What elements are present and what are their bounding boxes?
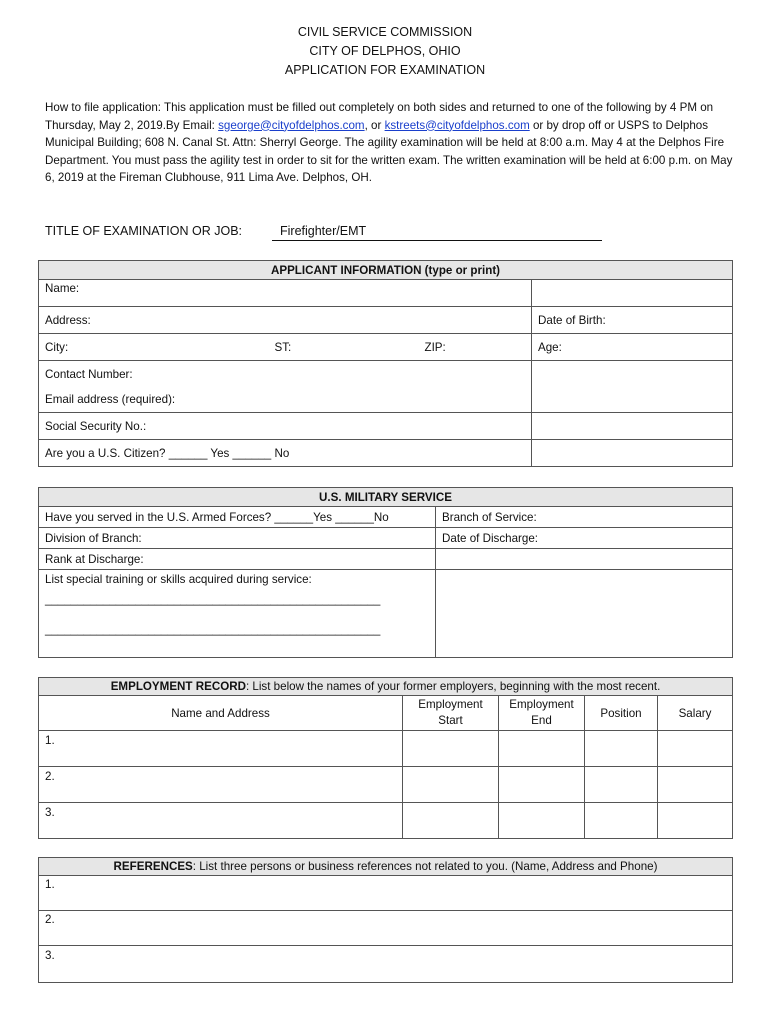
- training-line-2: ____________________________________________________: [45, 623, 381, 636]
- contact-side-cell: [532, 361, 733, 413]
- training-field[interactable]: [39, 570, 436, 658]
- applicant-info-table: [38, 260, 733, 467]
- instructions-text-1: How to file application: This application must be filled out completely on both sides and returned to one of the following by 4 PM on Thursday, May 2, 2019.By Email:: [45, 101, 714, 132]
- employer-1-salary[interactable]: [658, 731, 733, 767]
- employer-2-end[interactable]: [499, 767, 585, 803]
- instructions-text-2: , or: [364, 118, 385, 132]
- employer-1-end[interactable]: [499, 731, 585, 767]
- rank-side-cell: [436, 549, 733, 570]
- citizen-field[interactable]: Are you a U.S. Citizen? ______ Yes ______ No: [39, 440, 532, 467]
- references-table: [38, 857, 733, 983]
- zip-field[interactable]: ZIP:: [419, 334, 532, 361]
- employer-3-position[interactable]: [585, 803, 658, 839]
- references-heading-bold: REFERENCES: [113, 860, 193, 873]
- contact-number-field[interactable]: Contact Number:: [39, 361, 532, 388]
- employer-2-name[interactable]: 2.: [39, 767, 403, 803]
- name-field[interactable]: Name:: [39, 280, 532, 307]
- job-title-label: TITLE OF EXAMINATION OR JOB:: [45, 224, 243, 238]
- col-employment-end: Employment End: [499, 696, 585, 731]
- branch-field[interactable]: Branch of Service:: [436, 507, 733, 528]
- citizen-side-cell: [532, 440, 733, 467]
- training-side-cell: [436, 570, 733, 658]
- dob-field[interactable]: Date of Birth:: [532, 307, 733, 334]
- employer-3-salary[interactable]: [658, 803, 733, 839]
- employment-record-table: [38, 677, 733, 839]
- references-heading: [39, 858, 733, 876]
- military-heading: U.S. MILITARY SERVICE: [39, 488, 733, 507]
- employment-heading: [39, 678, 733, 696]
- address-field[interactable]: Address:: [39, 307, 532, 334]
- rank-field[interactable]: Rank at Discharge:: [39, 549, 436, 570]
- age-field[interactable]: Age:: [532, 334, 733, 361]
- reference-1-field[interactable]: 1.: [39, 876, 733, 911]
- reference-3-field[interactable]: 3.: [39, 946, 733, 983]
- employer-3-name[interactable]: 3.: [39, 803, 403, 839]
- header-line-2: CITY OF DELPHOS, OHIO: [309, 44, 461, 58]
- division-field[interactable]: Division of Branch:: [39, 528, 436, 549]
- employer-1-start[interactable]: [403, 731, 499, 767]
- name-side-cell: [532, 280, 733, 307]
- instructions-text-3: or by drop off or USPS to Delphos Municipal Building; 608 N. Canal St. Attn: Sherryl George. The agility examination will be held at 8:00 a.m. May 4 at the Delphos Fire Department. You must pass the agility test in order to sit for the written exam. The written examination will be held at 6:00 p.m. on May 6, 2019 at the Fireman Clubhouse, 911 Lima Ave. Delphos, OH.: [45, 118, 733, 185]
- email-link-sgeorge[interactable]: sgeorge@cityofdelphos.com: [218, 118, 365, 132]
- employer-2-salary[interactable]: [658, 767, 733, 803]
- email-field[interactable]: Email address (required):: [39, 388, 532, 413]
- reference-2-field[interactable]: 2.: [39, 911, 733, 946]
- served-field[interactable]: Have you served in the U.S. Armed Forces? ______Yes ______No: [39, 507, 436, 528]
- job-title-row: [45, 224, 605, 242]
- ssn-side-cell: [532, 413, 733, 440]
- email-link-kstreets[interactable]: kstreets@cityofdelphos.com: [384, 118, 530, 132]
- header-line-1: CIVIL SERVICE COMMISSION: [297, 25, 473, 39]
- training-label: List special training or skills acquired during service:: [45, 573, 312, 586]
- state-field[interactable]: ST:: [269, 334, 419, 361]
- employer-2-position[interactable]: [585, 767, 658, 803]
- employer-3-start[interactable]: [403, 803, 499, 839]
- employment-heading-bold: EMPLOYMENT RECORD: [110, 680, 246, 693]
- header-line-3: APPLICATION FOR EXAMINATION: [284, 63, 486, 77]
- col-employment-start: Employment Start: [403, 696, 499, 731]
- military-service-table: [38, 487, 733, 658]
- discharge-date-field[interactable]: Date of Discharge:: [436, 528, 733, 549]
- ssn-field[interactable]: Social Security No.:: [39, 413, 532, 440]
- col-salary: Salary: [658, 696, 733, 731]
- applicant-heading: APPLICANT INFORMATION (type or print): [39, 261, 733, 280]
- city-field[interactable]: City:: [39, 334, 269, 361]
- references-heading-text: : List three persons or business references not related to you. (Name, Address and Phone): [192, 860, 658, 873]
- job-title-field[interactable]: Firefighter/EMT: [272, 224, 602, 241]
- instructions-paragraph: [45, 99, 735, 187]
- employer-2-start[interactable]: [403, 767, 499, 803]
- training-line-1: ____________________________________________________: [45, 593, 381, 606]
- employer-1-position[interactable]: [585, 731, 658, 767]
- col-name-address: Name and Address: [39, 696, 403, 731]
- col-position: Position: [585, 696, 658, 731]
- employment-heading-text: : List below the names of your former employers, beginning with the most recent.: [245, 680, 661, 693]
- employer-3-end[interactable]: [499, 803, 585, 839]
- employer-1-name[interactable]: 1.: [39, 731, 403, 767]
